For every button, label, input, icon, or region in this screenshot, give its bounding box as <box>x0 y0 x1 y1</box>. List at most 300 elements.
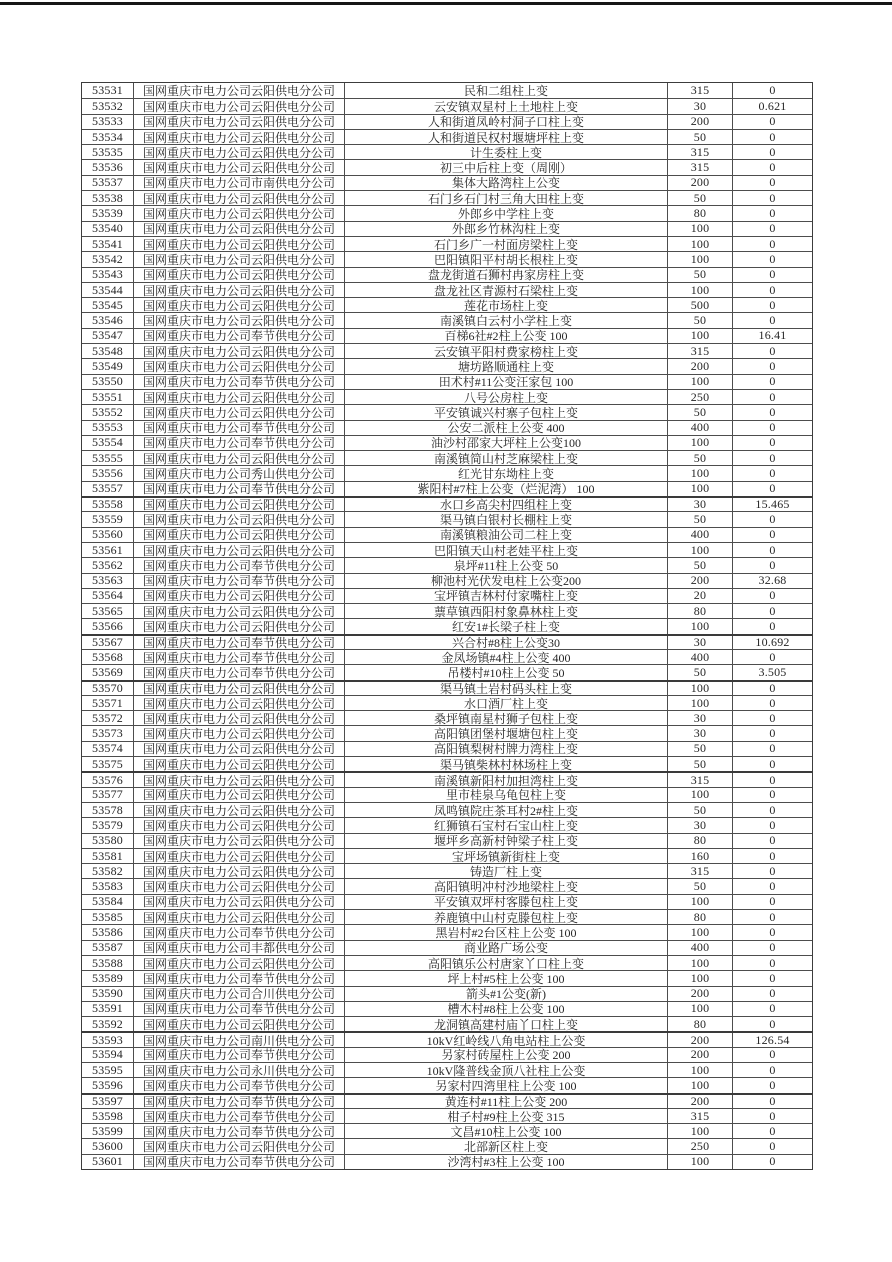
transformer-name: 里市桂泉乌龟包柱上变 <box>345 788 668 802</box>
capacity-value: 100 <box>668 682 733 695</box>
table-row <box>82 465 812 480</box>
row-id: 53538 <box>82 191 134 205</box>
company-name: 国网重庆市电力公司云阳供电分公司 <box>134 528 345 542</box>
table-row <box>82 129 812 144</box>
metric-value: 32.68 <box>758 573 787 588</box>
capacity-value: 400 <box>668 941 733 955</box>
metric-value: 0 <box>769 466 776 481</box>
company-name: 国网重庆市电力公司奉节供电分公司 <box>134 375 345 389</box>
table-row <box>82 450 812 465</box>
company-name: 国网重庆市电力公司云阳供电分公司 <box>134 99 345 113</box>
capacity-value: 200 <box>668 1095 733 1108</box>
row-id: 53542 <box>82 252 134 266</box>
row-id: 53563 <box>82 574 134 588</box>
table-row <box>82 863 812 878</box>
row-id: 53564 <box>82 589 134 603</box>
metric-value: 0 <box>769 1063 776 1077</box>
transformer-name: 红光甘东坳柱上变 <box>345 466 668 480</box>
transformer-name: 北部新区柱上变 <box>345 1139 668 1153</box>
transformer-name: 金凤场镇#4柱上公变 400 <box>345 650 668 664</box>
transformer-name: 石门乡广一村面房梁柱上变 <box>345 237 668 251</box>
company-name: 国网重庆市电力公司云阳供电分公司 <box>134 130 345 144</box>
table-row <box>82 894 812 909</box>
capacity-value: 20 <box>668 589 733 603</box>
company-name: 国网重庆市电力公司云阳供电分公司 <box>134 956 345 970</box>
table-row <box>82 282 812 297</box>
transformer-name: 水口酒厂柱上变 <box>345 696 668 710</box>
metric-value: 0 <box>769 206 776 221</box>
transformer-name: 莲花市场柱上变 <box>345 298 668 312</box>
row-id: 53554 <box>82 436 134 450</box>
capacity-value: 50 <box>668 803 733 817</box>
row-id: 53578 <box>82 803 134 817</box>
capacity-value: 50 <box>668 451 733 465</box>
metric-value: 0 <box>769 1154 776 1169</box>
row-id: 53594 <box>82 1048 134 1062</box>
metric-value: 0 <box>769 802 776 817</box>
table-row <box>82 940 812 955</box>
transformer-name: 云安镇双星村上土地柱上变 <box>345 99 668 113</box>
capacity-value: 100 <box>668 1078 733 1092</box>
company-name: 国网重庆市电力公司云阳供电分公司 <box>134 498 345 511</box>
company-name: 国网重庆市电力公司云阳供电分公司 <box>134 834 345 848</box>
metric-value: 0 <box>769 833 776 848</box>
table-row <box>82 710 812 725</box>
metric-value: 0 <box>769 894 776 909</box>
table-row <box>82 802 812 817</box>
row-id: 53537 <box>82 176 134 190</box>
table-row <box>82 175 812 190</box>
transformer-name: 凤鸣镇院庄茶耳村2#柱上变 <box>345 803 668 817</box>
company-name: 国网重庆市电力公司云阳供电分公司 <box>134 757 345 771</box>
table-row <box>82 955 812 970</box>
company-name: 国网重庆市电力公司云阳供电分公司 <box>134 222 345 236</box>
transformer-name: 柳池村光伏发电柱上公变200 <box>345 574 668 588</box>
transformer-name: 塘坊路顺通柱上变 <box>345 359 668 373</box>
metric-value: 0 <box>769 344 776 358</box>
metric-value: 0 <box>769 681 776 695</box>
company-name: 国网重庆市电力公司云阳供电分公司 <box>134 895 345 909</box>
transformer-name: 巴阳镇阳平村胡长根柱上变 <box>345 252 668 266</box>
transformer-name: 南溪镇简山村芝麻梁柱上变 <box>345 451 668 465</box>
row-id: 53541 <box>82 237 134 251</box>
transformer-name: 云安镇平阳村费家榜柱上变 <box>345 344 668 358</box>
capacity-value: 315 <box>668 864 733 878</box>
row-id: 53570 <box>82 682 134 695</box>
table-row <box>82 741 812 756</box>
row-id: 53580 <box>82 834 134 848</box>
transformer-name: 渠马镇柴林村林场柱上变 <box>345 757 668 771</box>
capacity-value: 100 <box>668 971 733 985</box>
transformer-name: 石门乡石门村三角大田柱上变 <box>345 191 668 205</box>
company-name: 国网重庆市电力公司云阳供电分公司 <box>134 711 345 725</box>
capacity-value: 100 <box>668 1063 733 1077</box>
company-name: 国网重庆市电力公司丰都供电分公司 <box>134 941 345 955</box>
table-row <box>82 205 812 220</box>
transformer-name: 水口乡高尖村四组柱上变 <box>345 498 668 511</box>
company-name: 国网重庆市电力公司云阳供电分公司 <box>134 543 345 557</box>
row-id: 53601 <box>82 1155 134 1169</box>
table-row <box>82 251 812 266</box>
table-row <box>82 618 812 633</box>
row-id: 53545 <box>82 298 134 312</box>
row-id: 53588 <box>82 956 134 970</box>
capacity-value: 80 <box>668 1017 733 1031</box>
capacity-value: 100 <box>668 895 733 909</box>
table-row <box>82 374 812 389</box>
row-id: 53572 <box>82 711 134 725</box>
table-row <box>82 511 812 526</box>
transformer-name: 南溪镇白云村小学柱上变 <box>345 313 668 327</box>
company-name: 国网重庆市电力公司云阳供电分公司 <box>134 390 345 404</box>
transformer-name: 泉坪#11柱上公变 50 <box>345 558 668 572</box>
capacity-value: 100 <box>668 329 733 343</box>
capacity-value: 50 <box>668 757 733 771</box>
transformer-name: 渠马镇土岩村码头柱上变 <box>345 682 668 695</box>
metric-value: 0 <box>769 313 776 328</box>
company-name: 国网重庆市电力公司奉节供电分公司 <box>134 1155 345 1169</box>
capacity-value: 315 <box>668 344 733 358</box>
metric-value: 0 <box>769 282 776 297</box>
transformer-name: 兴合村#8柱上公变30 <box>345 636 668 649</box>
company-name: 国网重庆市电力公司云阳供电分公司 <box>134 1139 345 1153</box>
metric-value: 0 <box>769 451 776 465</box>
metric-value: 0 <box>769 191 776 205</box>
company-name: 国网重庆市电力公司云阳供电分公司 <box>134 604 345 618</box>
row-id: 53569 <box>82 665 134 679</box>
company-name: 国网重庆市电力公司奉节供电分公司 <box>134 574 345 588</box>
capacity-value: 100 <box>668 222 733 236</box>
transformer-name: 平安镇诚兴村寨子包柱上变 <box>345 405 668 419</box>
capacity-value: 100 <box>668 375 733 389</box>
row-id: 53573 <box>82 726 134 740</box>
row-id: 53547 <box>82 329 134 343</box>
company-name: 国网重庆市电力公司云阳供电分公司 <box>134 682 345 695</box>
company-name: 国网重庆市电力公司云阳供电分公司 <box>134 359 345 373</box>
table-row <box>82 481 812 496</box>
row-id: 53589 <box>82 971 134 985</box>
table-row <box>82 573 812 588</box>
row-id: 53584 <box>82 895 134 909</box>
metric-value: 0 <box>769 1047 776 1062</box>
transformer-name: 百梯6社#2柱上公变 100 <box>345 329 668 343</box>
transformer-name: 宝坪场镇新街柱上变 <box>345 849 668 863</box>
table-row <box>82 527 812 542</box>
capacity-value: 250 <box>668 390 733 404</box>
capacity-value: 200 <box>668 176 733 190</box>
company-name: 国网重庆市电力公司云阳供电分公司 <box>134 803 345 817</box>
metric-value: 0 <box>769 879 776 894</box>
row-id: 53596 <box>82 1078 134 1092</box>
metric-value: 0 <box>769 726 776 741</box>
row-id: 53599 <box>82 1124 134 1138</box>
company-name: 国网重庆市电力公司云阳供电分公司 <box>134 191 345 205</box>
transformer-name: 桑坪镇南星村狮子包柱上变 <box>345 711 668 725</box>
row-id: 53546 <box>82 313 134 327</box>
company-name: 国网重庆市电力公司奉节供电分公司 <box>134 1124 345 1138</box>
table-row <box>82 1108 812 1123</box>
row-id: 53579 <box>82 818 134 832</box>
table-row <box>82 297 812 312</box>
table-row <box>82 267 812 282</box>
transformer-name: 黄连村#11柱上公变 200 <box>345 1095 668 1108</box>
metric-value: 0 <box>769 129 776 144</box>
capacity-value: 400 <box>668 650 733 664</box>
table-row <box>82 664 812 679</box>
row-id: 53544 <box>82 283 134 297</box>
row-id: 53531 <box>82 83 134 98</box>
metric-value: 0 <box>769 848 776 863</box>
metric-value: 0 <box>769 114 776 129</box>
row-id: 53549 <box>82 359 134 373</box>
company-name: 国网重庆市电力公司云阳供电分公司 <box>134 879 345 893</box>
transformer-name: 红安1#长梁子柱上变 <box>345 619 668 633</box>
transformer-name: 高阳镇乐公村唐家丫口柱上变 <box>345 956 668 970</box>
company-name: 国网重庆市电力公司奉节供电分公司 <box>134 650 345 664</box>
metric-value: 0 <box>769 757 776 771</box>
company-name: 国网重庆市电力公司云阳供电分公司 <box>134 742 345 756</box>
capacity-value: 315 <box>668 1109 733 1123</box>
metric-value: 0 <box>769 649 776 664</box>
transformer-name: 油沙村邵家大坪柱上公变100 <box>345 436 668 450</box>
row-id: 53575 <box>82 757 134 771</box>
row-id: 53600 <box>82 1139 134 1153</box>
table-row <box>82 328 812 343</box>
metric-value: 3.505 <box>758 665 787 679</box>
transformer-name: 柑子村#9柱上公变 315 <box>345 1109 668 1123</box>
company-name: 国网重庆市电力公司云阳供电分公司 <box>134 283 345 297</box>
transformer-name: 集体大路湾柱上公变 <box>345 176 668 190</box>
table-row <box>82 634 812 649</box>
company-name: 国网重庆市电力公司合川供电分公司 <box>134 987 345 1001</box>
metric-value: 0 <box>769 236 776 251</box>
table-row <box>82 725 812 740</box>
capacity-value: 50 <box>668 665 733 679</box>
metric-value: 126.54 <box>755 1033 790 1047</box>
transformer-name: 高阳镇团堡村堰塘包柱上变 <box>345 726 668 740</box>
row-id: 53598 <box>82 1109 134 1123</box>
metric-value: 0 <box>769 604 776 618</box>
company-name: 国网重庆市电力公司奉节供电分公司 <box>134 1002 345 1016</box>
company-name: 国网重庆市电力公司云阳供电分公司 <box>134 864 345 878</box>
data-table <box>81 82 813 1170</box>
company-name: 国网重庆市电力公司云阳供电分公司 <box>134 589 345 603</box>
row-id: 53568 <box>82 650 134 664</box>
table-row <box>82 1001 812 1016</box>
transformer-name: 沙湾村#3柱上公变 100 <box>345 1155 668 1169</box>
capacity-value: 400 <box>668 528 733 542</box>
transformer-name: 巴阳镇天山村老娃平柱上变 <box>345 543 668 557</box>
row-id: 53559 <box>82 512 134 526</box>
capacity-value: 500 <box>668 298 733 312</box>
capacity-value: 100 <box>668 1155 733 1169</box>
company-name: 国网重庆市电力公司奉节供电分公司 <box>134 329 345 343</box>
metric-value: 0 <box>769 481 776 496</box>
company-name: 国网重庆市电力公司云阳供电分公司 <box>134 849 345 863</box>
capacity-value: 400 <box>668 421 733 435</box>
company-name: 国网重庆市电力公司云阳供电分公司 <box>134 773 345 786</box>
capacity-value: 100 <box>668 252 733 266</box>
transformer-name: 蔈草镇西阳村象鼻林柱上变 <box>345 604 668 618</box>
metric-value: 0 <box>769 1108 776 1123</box>
table-row <box>82 1154 812 1169</box>
metric-value: 0 <box>769 1078 776 1092</box>
row-id: 53586 <box>82 925 134 939</box>
table-row <box>82 420 812 435</box>
transformer-name: 吊楼村#10柱上公变 50 <box>345 665 668 679</box>
company-name: 国网重庆市电力公司云阳供电分公司 <box>134 145 345 159</box>
metric-value: 0 <box>769 145 776 159</box>
table-row <box>82 389 812 404</box>
table-row <box>82 435 812 450</box>
metric-value: 0 <box>769 298 776 312</box>
company-name: 国网重庆市电力公司云阳供电分公司 <box>134 619 345 633</box>
transformer-name: 紫阳村#7柱上公变（烂泥湾） 100 <box>345 482 668 496</box>
company-name: 国网重庆市电力公司云阳供电分公司 <box>134 788 345 802</box>
metric-value: 0 <box>769 221 776 236</box>
row-id: 53581 <box>82 849 134 863</box>
table-row <box>82 343 812 358</box>
row-id: 53562 <box>82 558 134 572</box>
company-name: 国网重庆市电力公司奉节供电分公司 <box>134 665 345 679</box>
table-row <box>82 236 812 251</box>
capacity-value: 50 <box>668 742 733 756</box>
capacity-value: 100 <box>668 436 733 450</box>
transformer-name: 盘龙社区青源村石梁柱上变 <box>345 283 668 297</box>
metric-value: 0 <box>769 695 776 710</box>
row-id: 53536 <box>82 160 134 174</box>
table-row <box>82 1016 812 1031</box>
table-row <box>82 909 812 924</box>
metric-value: 0 <box>769 252 776 266</box>
row-id: 53533 <box>82 115 134 129</box>
row-id: 53555 <box>82 451 134 465</box>
transformer-name: 商业路广场公变 <box>345 941 668 955</box>
company-name: 国网重庆市电力公司云阳供电分公司 <box>134 818 345 832</box>
company-name: 国网重庆市电力公司奉节供电分公司 <box>134 421 345 435</box>
company-name: 国网重庆市电力公司云阳供电分公司 <box>134 83 345 98</box>
row-id: 53583 <box>82 879 134 893</box>
row-id: 53597 <box>82 1095 134 1108</box>
transformer-name: 红狮镇石宝村石宝山柱上变 <box>345 818 668 832</box>
company-name: 国网重庆市电力公司云阳供电分公司 <box>134 252 345 266</box>
row-id: 53595 <box>82 1063 134 1077</box>
row-id: 53592 <box>82 1017 134 1031</box>
metric-value: 0 <box>769 940 776 955</box>
capacity-value: 50 <box>668 130 733 144</box>
row-id: 53561 <box>82 543 134 557</box>
capacity-value: 30 <box>668 726 733 740</box>
capacity-value: 200 <box>668 1048 733 1062</box>
row-id: 53548 <box>82 344 134 358</box>
row-id: 53556 <box>82 466 134 480</box>
table-row <box>82 771 812 786</box>
capacity-value: 100 <box>668 283 733 297</box>
capacity-value: 50 <box>668 405 733 419</box>
row-id: 53532 <box>82 99 134 113</box>
company-name: 国网重庆市电力公司奉节供电分公司 <box>134 1109 345 1123</box>
table-row <box>82 1123 812 1138</box>
company-name: 国网重庆市电力公司云阳供电分公司 <box>134 1017 345 1031</box>
capacity-value: 100 <box>668 482 733 496</box>
transformer-name: 10kV隆普线金顶八社柱上公变 <box>345 1063 668 1077</box>
transformer-name: 外郎乡中学柱上变 <box>345 206 668 220</box>
table-row <box>82 159 812 174</box>
row-id: 53534 <box>82 130 134 144</box>
transformer-name: 槽木村#8柱上公变 100 <box>345 1002 668 1016</box>
row-id: 53539 <box>82 206 134 220</box>
table-row <box>82 1138 812 1153</box>
company-name: 国网重庆市电力公司奉节供电分公司 <box>134 558 345 572</box>
row-id: 53585 <box>82 910 134 924</box>
company-name: 国网重庆市电力公司市南供电分公司 <box>134 176 345 190</box>
metric-value: 0 <box>769 711 776 725</box>
metric-value: 0 <box>769 435 776 450</box>
metric-value: 0 <box>769 971 776 985</box>
transformer-name: 文昌#10柱上公变 100 <box>345 1124 668 1138</box>
metric-value: 0 <box>769 175 776 190</box>
metric-value: 0 <box>769 588 776 603</box>
transformer-name: 堰坪乡高新村钟梁子柱上变 <box>345 834 668 848</box>
table-row <box>82 848 812 863</box>
table-row <box>82 603 812 618</box>
row-id: 53582 <box>82 864 134 878</box>
table-row <box>82 114 812 129</box>
transformer-name: 龙洞镇高建村庙丫口柱上变 <box>345 1017 668 1031</box>
row-id: 53574 <box>82 742 134 756</box>
row-id: 53576 <box>82 773 134 786</box>
capacity-value: 200 <box>668 987 733 1001</box>
transformer-name: 宝坪镇吉林村付家嘴柱上变 <box>345 589 668 603</box>
metric-value: 0 <box>769 986 776 1001</box>
row-id: 53535 <box>82 145 134 159</box>
table-row <box>82 557 812 572</box>
company-name: 国网重庆市电力公司南川供电分公司 <box>134 1033 345 1046</box>
metric-value: 0 <box>769 405 776 419</box>
table-row <box>82 312 812 327</box>
table-row <box>82 878 812 893</box>
table-row <box>82 83 812 98</box>
capacity-value: 50 <box>668 268 733 282</box>
table-row <box>82 649 812 664</box>
metric-value: 0 <box>769 1001 776 1016</box>
transformer-name: 南溪镇粮油公司二柱上变 <box>345 528 668 542</box>
capacity-value: 315 <box>668 83 733 98</box>
capacity-value: 100 <box>668 788 733 802</box>
row-id: 53593 <box>82 1033 134 1046</box>
transformer-name: 人和街道凤岭村洞子口柱上变 <box>345 115 668 129</box>
row-id: 53552 <box>82 405 134 419</box>
company-name: 国网重庆市电力公司云阳供电分公司 <box>134 160 345 174</box>
company-name: 国网重庆市电力公司永川供电分公司 <box>134 1063 345 1077</box>
table-row <box>82 404 812 419</box>
row-id: 53571 <box>82 696 134 710</box>
capacity-value: 80 <box>668 834 733 848</box>
table-row <box>82 970 812 985</box>
row-id: 53540 <box>82 222 134 236</box>
metric-value: 0 <box>769 160 776 175</box>
capacity-value: 30 <box>668 636 733 649</box>
transformer-name: 渠马镇白银村长棚柱上变 <box>345 512 668 526</box>
company-name: 国网重庆市电力公司秀山供电分公司 <box>134 466 345 480</box>
table-row <box>82 1062 812 1077</box>
company-name: 国网重庆市电力公司云阳供电分公司 <box>134 237 345 251</box>
metric-value: 0 <box>769 1017 776 1031</box>
table-row <box>82 1093 812 1108</box>
metric-value: 0 <box>769 542 776 557</box>
table-row <box>82 986 812 1001</box>
company-name: 国网重庆市电力公司云阳供电分公司 <box>134 206 345 220</box>
